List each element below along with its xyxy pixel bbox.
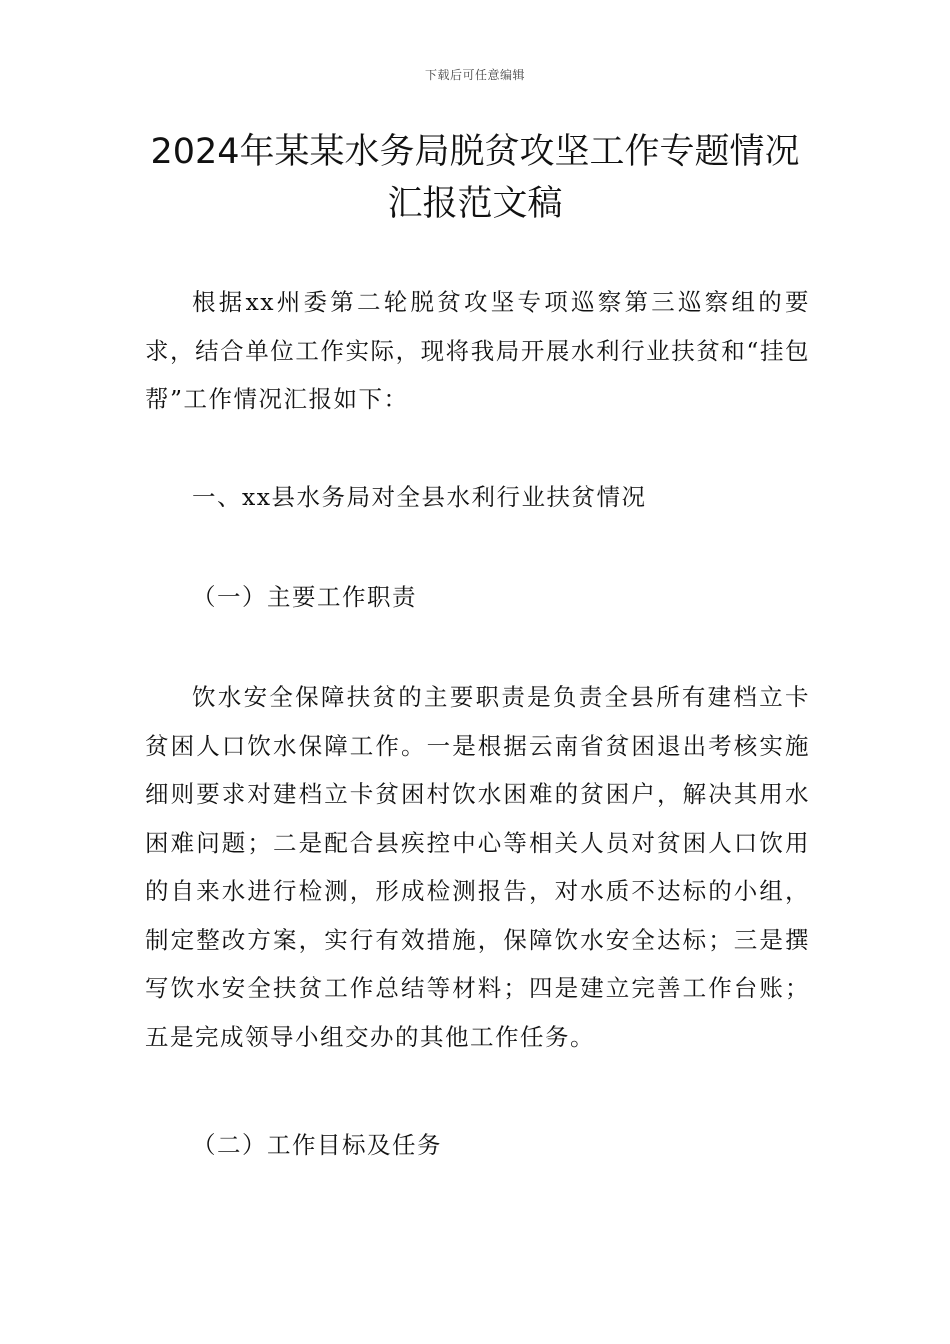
- subsection-1-paragraph: 饮水安全保障扶贫的主要职责是负责全县所有建档立卡贫困人口饮水保障工作。一是根据云南省贫困退出考核实施细则要求对建档立卡贫困村饮水困难的贫困户，解决其用水困难问题；二是配合县疾控中心等相关人员对贫困人口饮用的自来水进行检测，形成检测报告，对水质不达标的小组，制定整改方案，实行有效措施，保障饮水安全达标；三是撰写饮水安全扶贫工作总结等材料；四是建立完善工作台账；五是完成领导小组交办的其他工作任务。: [145, 683, 810, 1051]
- header-note: 下载后可任意编辑: [424, 68, 525, 82]
- intro-paragraph: 根据xx州委第二轮脱贫攻坚专项巡察第三巡察组的要求，结合单位工作实际，现将我局开展水利行业扶贫和“挂包帮”工作情况汇报如下：: [145, 288, 810, 413]
- title-line-2: 汇报范文稿: [387, 184, 563, 224]
- subsection-1-heading: （一）主要工作职责: [192, 583, 417, 611]
- document-title: [100, 126, 850, 230]
- subsection-2-heading: （二）工作目标及任务: [192, 1131, 442, 1159]
- section-1-heading: 一、xx县水务局对全县水利行业扶贫情况: [192, 483, 647, 511]
- title-line-1: 2024年某某水务局脱贫攻坚工作专题情况: [150, 132, 800, 172]
